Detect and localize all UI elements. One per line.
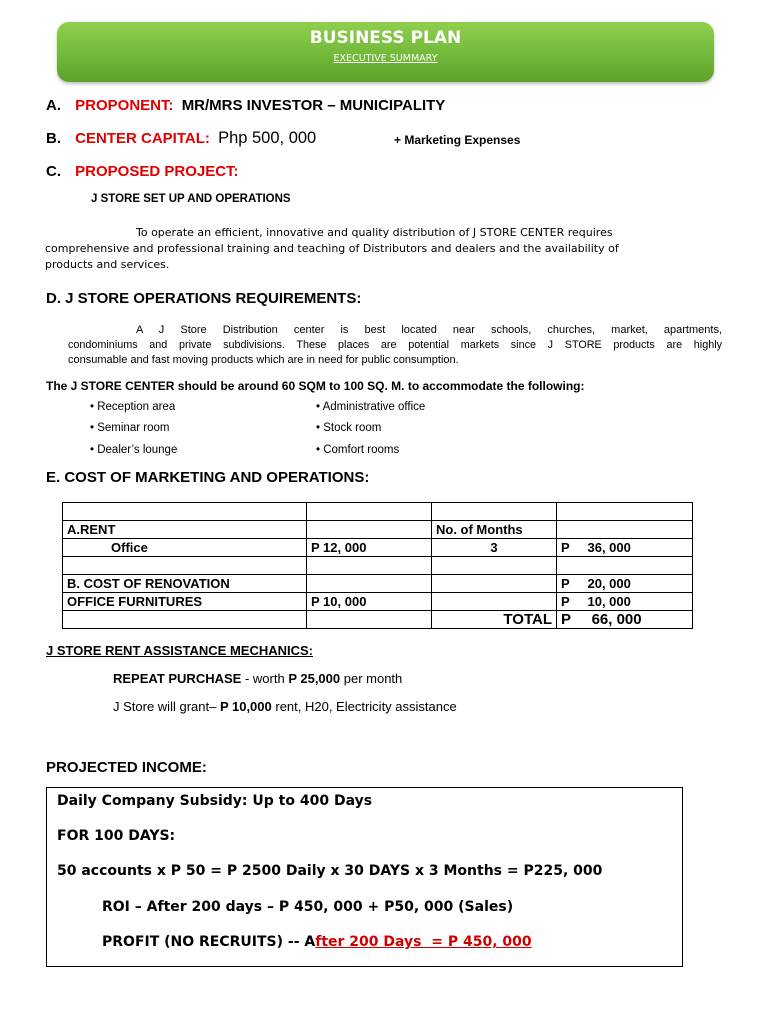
table-cell: A.RENT (63, 521, 307, 539)
rent-text: - worth (241, 671, 289, 686)
document-subtitle: EXECUTIVE SUMMARY (333, 53, 438, 64)
table-row (63, 593, 693, 611)
section-b (46, 129, 316, 148)
table-cell (557, 521, 693, 539)
requirements-para-line-3: consumable and fast moving products which are in need for public consumption. (68, 354, 459, 366)
grant-amount: P 10,000 (219, 699, 272, 714)
project-para-line-2: comprehensive and professional training and teaching of Distributors and dealers and the availability of (45, 242, 619, 255)
rent-text: per month (340, 671, 403, 686)
table-cell (557, 557, 693, 575)
section-a-letter: A. (46, 97, 61, 114)
rent-mechanics-title: J STORE RENT ASSISTANCE MECHANICS: (46, 643, 314, 658)
table-row (63, 557, 693, 575)
list-item: • Dealer’s lounge (90, 444, 178, 456)
table-cell (432, 503, 557, 521)
requirements-para-line-1: A J Store Distribution center is best located near schools, churches, market, apartments, (136, 324, 722, 336)
table-cell: P 20, 000 (557, 575, 693, 593)
proponent-value: MR/MRS INVESTOR – MUNICIPALITY (181, 97, 446, 114)
capital-value: Php 500, 000 (218, 129, 317, 147)
proponent-label: PROPONENT: (75, 97, 174, 114)
table-cell (432, 557, 557, 575)
title-banner (57, 22, 714, 82)
requirements-para-line-2: condominiums and private subdivisions. These places are potential markets since J STORE products are highly (68, 339, 722, 351)
table-cell: No. of Months (432, 521, 557, 539)
income-line-1: Daily Company Subsidy: Up to 400 Days (57, 793, 373, 809)
section-c-letter: C. (46, 163, 61, 180)
projected-income-title: PROJECTED INCOME: (46, 759, 207, 776)
document-title: BUSINESS PLAN (309, 28, 462, 48)
table-cell (63, 611, 307, 629)
rent-text: rent, H20, Electricity assistance (271, 699, 457, 714)
table-cell: B. COST OF RENOVATION (63, 575, 307, 593)
table-cell: P 10, 000 (557, 593, 693, 611)
section-a (46, 97, 445, 114)
list-item: • Comfort rooms (316, 444, 400, 456)
table-cell: P 12, 000 (307, 539, 432, 557)
table-cell (307, 521, 432, 539)
rent-line-2 (113, 699, 457, 714)
table-cell: OFFICE FURNITURES (63, 593, 307, 611)
table-cell (307, 503, 432, 521)
project-para-line-3: products and services. (45, 258, 170, 271)
project-label: PROPOSED PROJECT: (75, 163, 239, 180)
table-cell: P 36, 000 (557, 539, 693, 557)
table-cell: 3 (432, 539, 557, 557)
profit-label: PROFIT (NO RECRUITS) -- A (102, 934, 316, 950)
list-item: • Reception area (90, 401, 176, 413)
table-cell (432, 575, 557, 593)
table-row (63, 575, 693, 593)
cost-table (62, 502, 693, 629)
table-cell (432, 593, 557, 611)
table-cell (307, 575, 432, 593)
section-c (46, 163, 239, 180)
table-row (63, 539, 693, 557)
list-item: • Seminar room (90, 422, 170, 434)
profit-value: fter 200 Days = P 450, 000 (315, 934, 532, 950)
table-cell: P 10, 000 (307, 593, 432, 611)
table-cell (307, 557, 432, 575)
section-e-title: E. COST OF MARKETING AND OPERATIONS: (46, 469, 370, 486)
table-cell: Office (63, 539, 307, 557)
rent-text: J Store will grant– (113, 699, 220, 714)
rent-line-1 (113, 671, 402, 686)
section-b-letter: B. (46, 130, 61, 147)
list-item: • Stock room (316, 422, 382, 434)
section-d-title: D. J STORE OPERATIONS REQUIREMENTS: (46, 290, 362, 307)
repeat-purchase-amount: P 25,000 (288, 671, 341, 686)
capital-extra: + Marketing Expenses (394, 133, 521, 147)
table-row (63, 503, 693, 521)
table-cell (63, 503, 307, 521)
table-cell (557, 503, 693, 521)
table-row (63, 611, 693, 629)
capital-label: CENTER CAPITAL: (75, 130, 210, 147)
list-item: • Administrative office (316, 401, 426, 413)
income-line-3: 50 accounts x P 50 = P 2500 Daily x 30 DAYS x 3 Months = P225, 000 (57, 863, 603, 879)
repeat-purchase-label: REPEAT PURCHASE (113, 671, 242, 686)
project-para-line-1: To operate an efficient, innovative and quality distribution of J STORE CENTER requires (136, 226, 613, 239)
income-line-4: ROI – After 200 days – P 450, 000 + P50, 000 (Sales) (102, 899, 514, 915)
table-cell (63, 557, 307, 575)
total-value: P 66, 000 (557, 611, 693, 629)
income-line-5 (102, 934, 532, 950)
income-line-2: FOR 100 DAYS: (57, 828, 176, 844)
table-row (63, 521, 693, 539)
total-label: TOTAL (432, 611, 557, 629)
project-name: J STORE SET UP AND OPERATIONS (91, 193, 291, 205)
area-note: The J STORE CENTER should be around 60 SQM to 100 SQ. M. to accommodate the following: (46, 379, 585, 393)
table-cell (307, 611, 432, 629)
